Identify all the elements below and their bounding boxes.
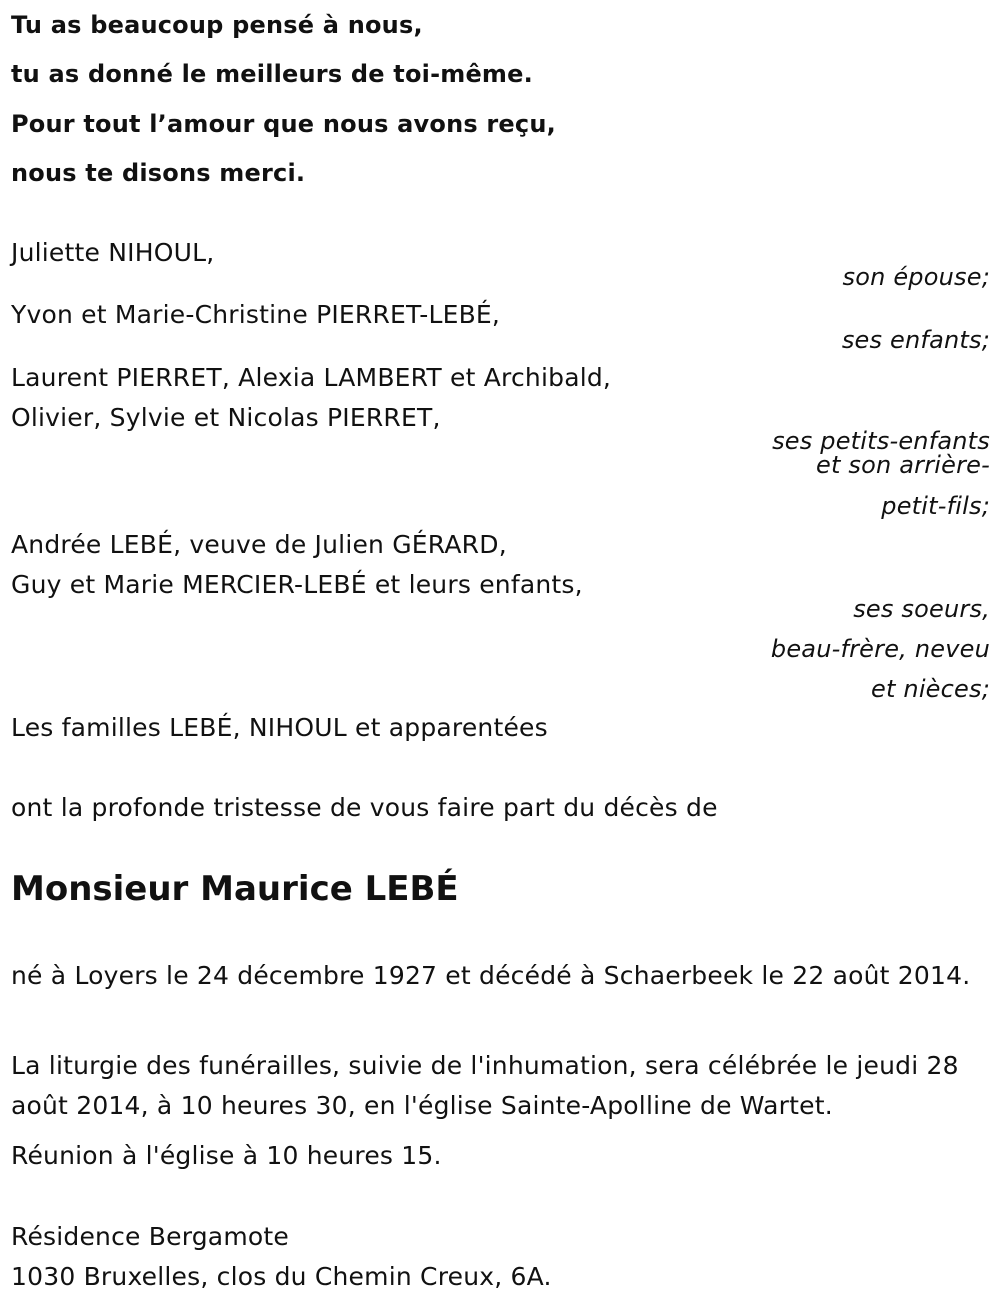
meeting-details: Réunion à l'église à 10 heures 15. — [11, 1141, 442, 1170]
siblings-role-1: ses soeurs, — [853, 595, 990, 623]
grandchildren-names-2: Olivier, Sylvie et Nicolas PIERRET, — [11, 403, 441, 432]
children-names: Yvon et Marie-Christine PIERRET-LEBÉ, — [11, 300, 501, 329]
poem-line-2: tu as donné le meilleurs de toi-même. — [11, 60, 533, 88]
children-role: ses enfants; — [841, 326, 990, 354]
siblings-role-2: beau-frère, neveu — [770, 635, 990, 663]
funeral-details: La liturgie des funérailles, suivie de l'inhumation, sera célébrée le jeudi 28 août 2014, à 10 heures 30, en l'église Sainte-Apolline de Wartet. — [11, 1051, 959, 1120]
birth-death-details: né à Loyers le 24 décembre 1927 et décédé à Schaerbeek le 22 août 2014. — [11, 961, 971, 990]
spouse-name: Juliette NIHOUL, — [11, 238, 215, 267]
families-line: Les familles LEBÉ, NIHOUL et apparentées — [11, 713, 548, 742]
spouse-role: son épouse; — [842, 263, 990, 291]
poem-line-4: nous te disons merci. — [11, 159, 306, 187]
siblings-role-3: et nièces; — [871, 675, 990, 703]
grandchildren-role-1: ses petits-enfants — [772, 427, 990, 455]
grandchildren-role-3: petit-fils; — [881, 492, 990, 520]
siblings-names-1: Andrée LEBÉ, veuve de Julien GÉRARD, — [11, 530, 507, 559]
deceased-name: Monsieur Maurice LEBÉ — [11, 869, 459, 909]
siblings-names-2: Guy et Marie MERCIER-LEBÉ et leurs enfants, — [11, 570, 583, 599]
address-line-2: 1030 Bruxelles, clos du Chemin Creux, 6A. — [11, 1262, 552, 1291]
poem-line-1: Tu as beaucoup pensé à nous, — [11, 11, 423, 39]
announcement: ont la profonde tristesse de vous faire part du décès de — [11, 793, 718, 822]
grandchildren-names-1: Laurent PIERRET, Alexia LAMBERT et Archibald, — [11, 363, 612, 392]
poem-line-3: Pour tout l’amour que nous avons reçu, — [11, 110, 556, 138]
grandchildren-role-2: et son arrière- — [816, 451, 990, 479]
address-line-1: Résidence Bergamote — [11, 1222, 289, 1251]
